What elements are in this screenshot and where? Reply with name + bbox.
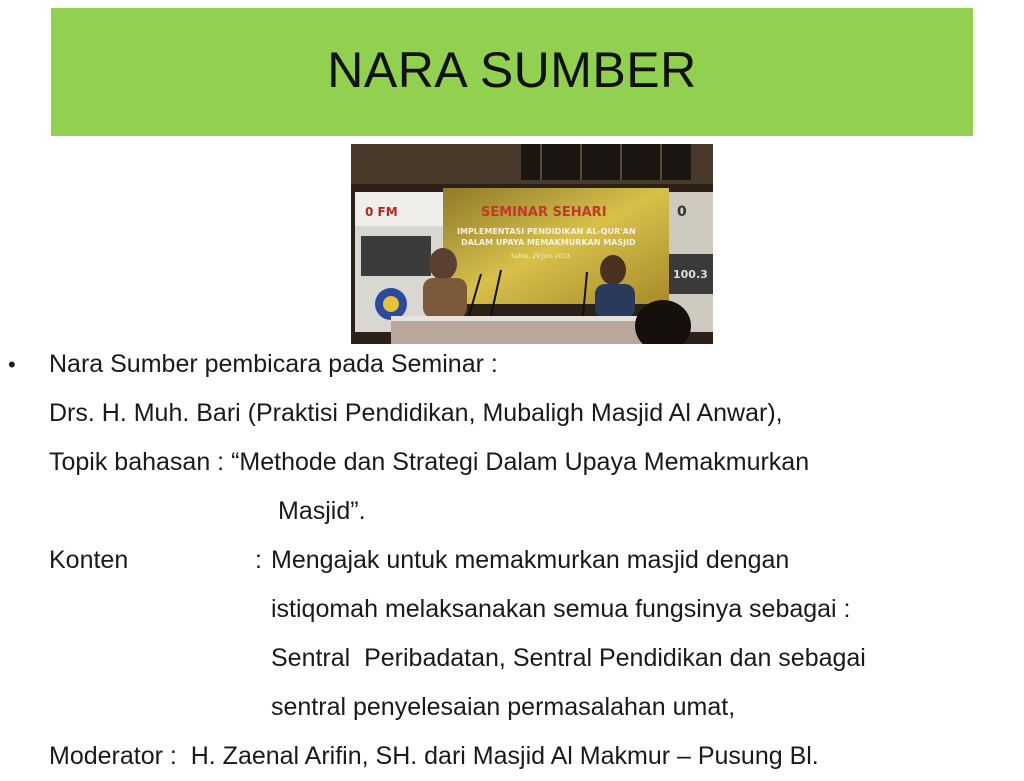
content-line-3: Sentral Peribadatan, Sentral Pendidikan dan sebagai: [271, 644, 866, 672]
slide-title: NARA SUMBER: [327, 42, 697, 98]
content-separator: :: [255, 546, 262, 574]
banner-date: Sabtu, 29 Juni 2013: [511, 253, 571, 260]
content-line-1: Mengajak untuk memakmurkan masjid dengan: [271, 546, 790, 574]
right-number: 100.3: [673, 268, 708, 281]
content-label: Konten: [49, 546, 129, 574]
intro-line: Nara Sumber pembicara pada Seminar :: [49, 350, 498, 378]
bullet-point: •: [8, 352, 16, 377]
banner-title: SEMINAR SEHARI: [481, 205, 607, 220]
speaker-line: Drs. H. Muh. Bari (Praktisi Pendidikan, Mubaligh Masjid Al Anwar),: [49, 399, 783, 427]
topic-continuation: Masjid”.: [278, 497, 366, 525]
content-line-2: istiqomah melaksanakan semua fungsinya sebagai :: [271, 595, 851, 623]
left-logo-text: 0 FM: [365, 205, 398, 219]
banner-line-2: IMPLEMENTASI PENDIDIKAN AL-QUR'AN: [457, 227, 636, 236]
content-line-4: sentral penyelesaian permasalahan umat,: [271, 693, 736, 721]
right-logo-text: 0: [677, 204, 687, 220]
moderator-line: Moderator : H. Zaenal Arifin, SH. dari Masjid Al Makmur – Pusung Bl.: [49, 742, 819, 770]
topic-line: Topik bahasan : “Methode dan Strategi Dalam Upaya Memakmurkan: [49, 448, 810, 476]
banner-line-3: DALAM UPAYA MEMAKMURKAN MASJID: [461, 238, 636, 247]
